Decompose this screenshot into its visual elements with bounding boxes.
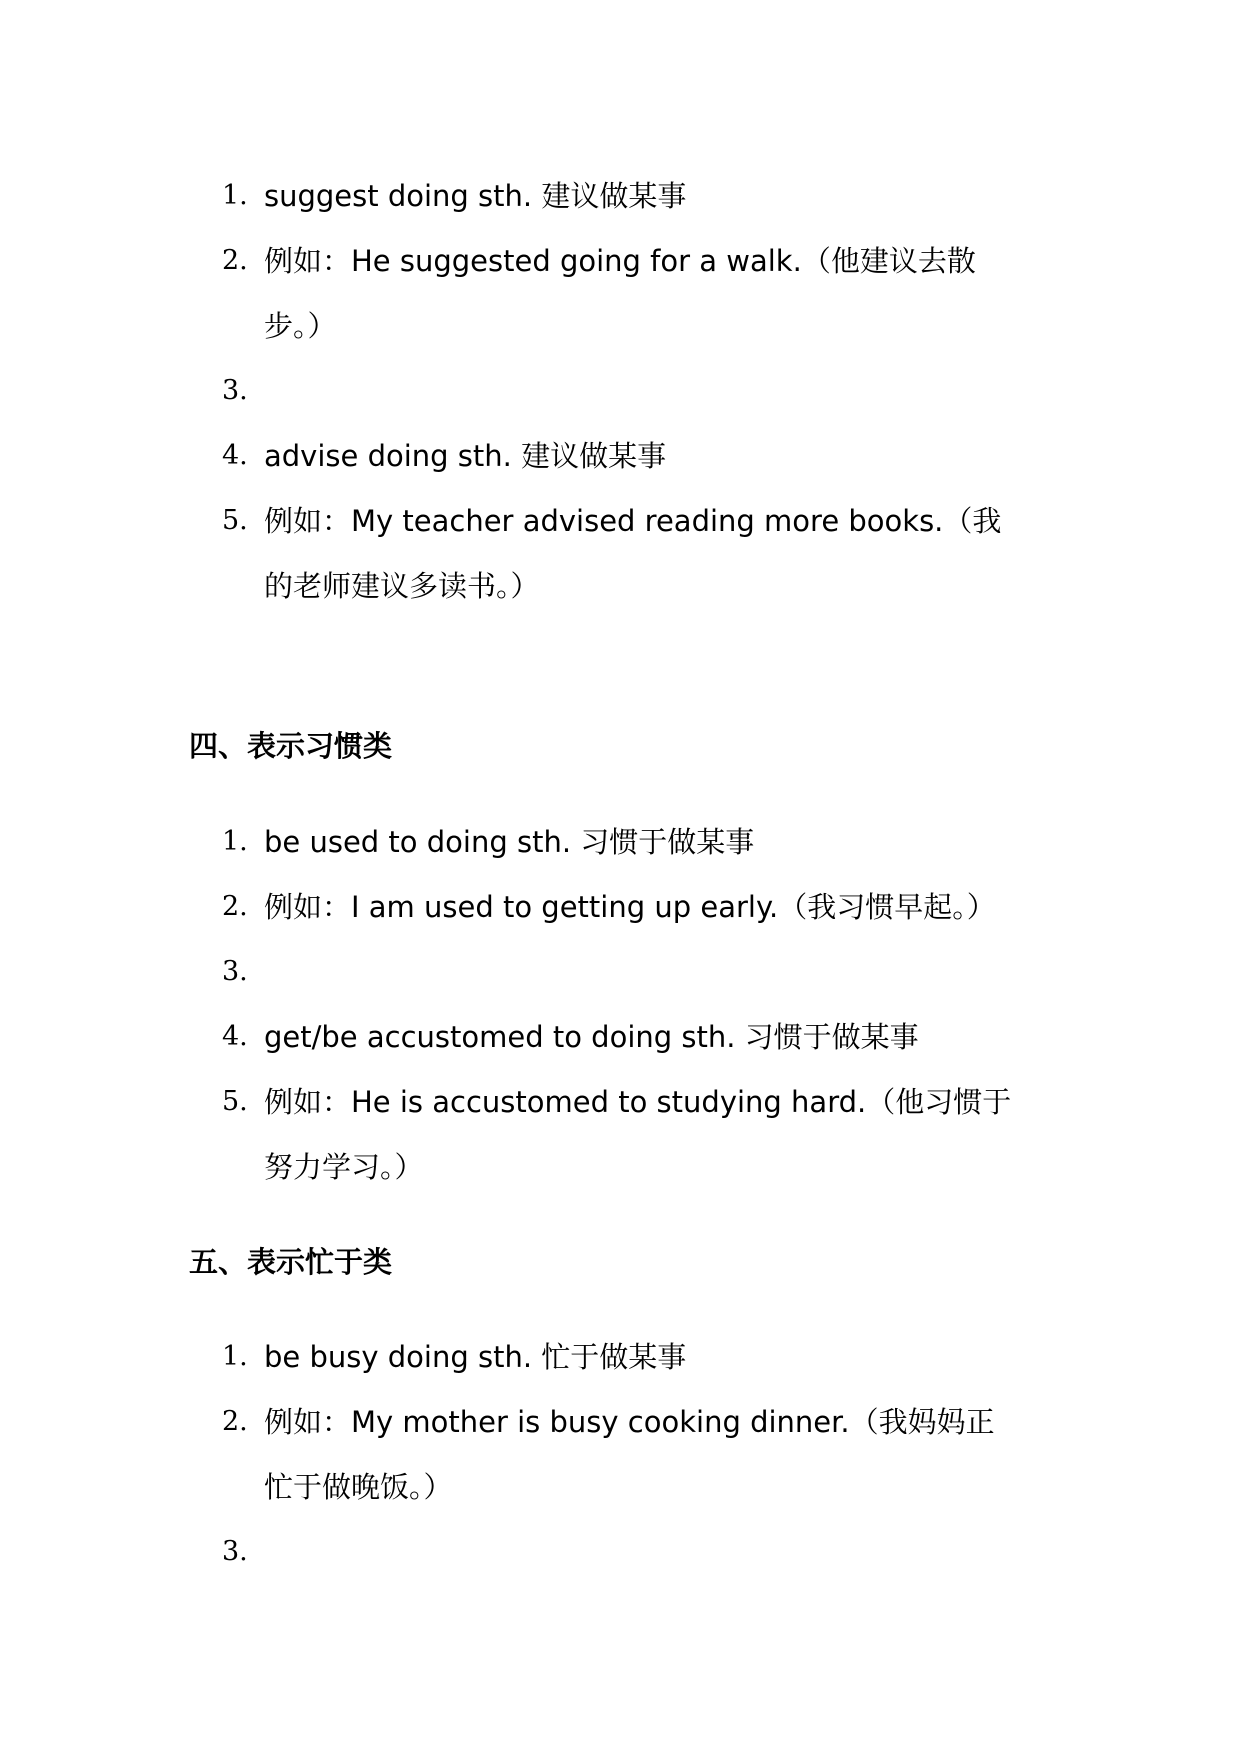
item-text: 例如：I am used to getting up early.（我习惯早起。） bbox=[264, 890, 996, 924]
item-number: 3. bbox=[222, 956, 248, 987]
item-number: 3. bbox=[222, 1536, 248, 1567]
item-text: suggest doing sth. 建议做某事 bbox=[264, 179, 687, 213]
item-number: 2. bbox=[222, 891, 248, 922]
item-number: 1. bbox=[222, 826, 248, 857]
item-number: 1. bbox=[222, 180, 248, 211]
item-text: be used to doing sth. 习惯于做某事 bbox=[264, 825, 755, 859]
item-number: 3. bbox=[222, 375, 248, 406]
item-text-continuation: 努力学习。） bbox=[264, 1150, 424, 1184]
item-number: 5. bbox=[222, 505, 248, 536]
item-text: get/be accustomed to doing sth. 习惯于做某事 bbox=[264, 1020, 919, 1054]
item-number: 4. bbox=[222, 440, 248, 471]
section-heading: 五、表示忙于类 bbox=[189, 1245, 393, 1279]
item-number: 2. bbox=[222, 245, 248, 276]
item-number: 5. bbox=[222, 1086, 248, 1117]
section-heading: 四、表示习惯类 bbox=[189, 729, 393, 763]
item-number: 4. bbox=[222, 1021, 248, 1052]
item-text: 例如：He suggested going for a walk.（他建议去散 bbox=[264, 244, 976, 278]
item-number: 1. bbox=[222, 1341, 248, 1372]
item-text: 例如：He is accustomed to studying hard.（他习惯于 bbox=[264, 1085, 1012, 1119]
item-text-continuation: 忙于做晚饭。） bbox=[264, 1470, 453, 1504]
item-text: be busy doing sth. 忙于做某事 bbox=[264, 1340, 687, 1374]
item-text-continuation: 步。） bbox=[264, 309, 337, 343]
item-text: 例如：My teacher advised reading more books.（我 bbox=[264, 504, 1002, 538]
item-number: 2. bbox=[222, 1406, 248, 1437]
item-text: advise doing sth. 建议做某事 bbox=[264, 439, 667, 473]
item-text-continuation: 的老师建议多读书。） bbox=[264, 569, 540, 603]
item-text: 例如：My mother is busy cooking dinner.（我妈妈正 bbox=[264, 1405, 995, 1439]
